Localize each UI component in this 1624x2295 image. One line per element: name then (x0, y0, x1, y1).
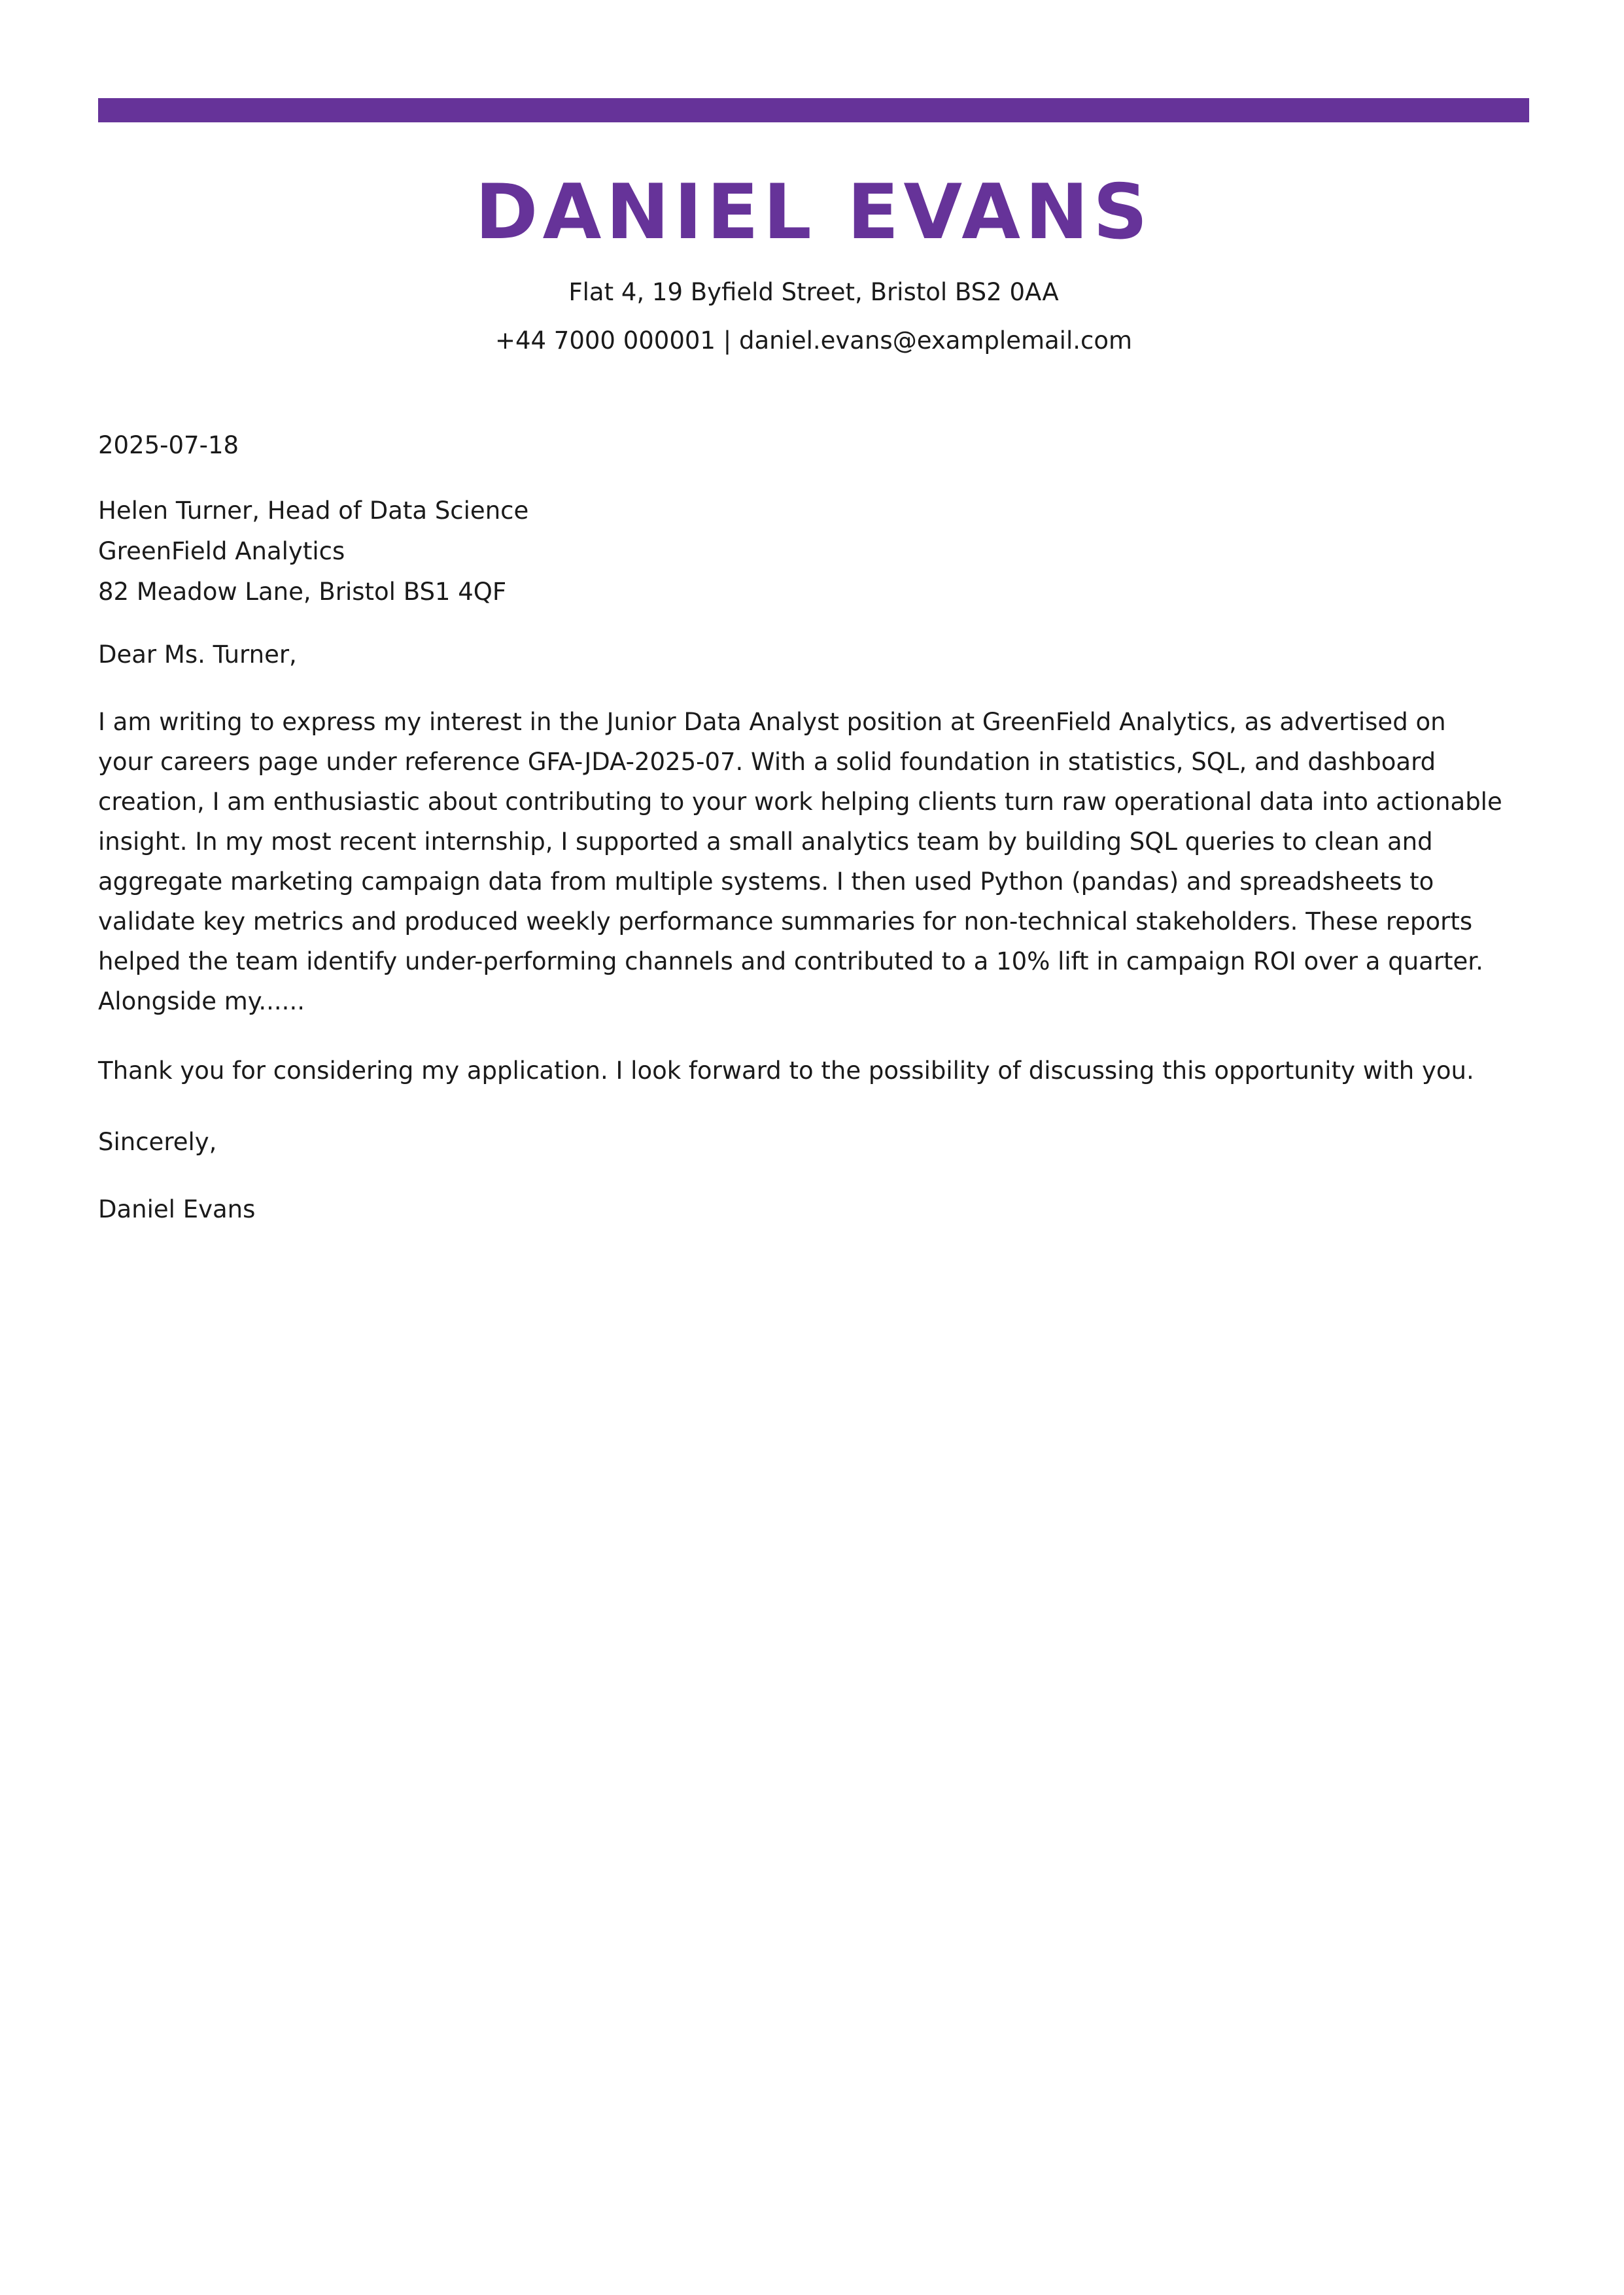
body-line: I am writing to express my interest in the Junior Data Analyst position at GreenField Analytics, as advertised on (98, 708, 1446, 736)
applicant-name: DANIEL EVANS (475, 168, 1152, 256)
sign-off: Sincerely, (98, 1128, 217, 1156)
body-line: aggregate marketing campaign data from multiple systems. I then used Python (pandas) and spreadsheets to (98, 867, 1434, 896)
body-paragraph (98, 702, 1529, 1021)
body-line: your careers page under reference GFA-JDA-2025-07. With a solid foundation in statistics, SQL, and dashboard (98, 748, 1436, 776)
recipient-block (98, 491, 1529, 612)
body-line: Alongside my...... (98, 987, 305, 1015)
recipient-name-title: Helen Turner, Head of Data Science (98, 497, 529, 525)
header-accent-bar (98, 98, 1529, 122)
body-line: validate key metrics and produced weekly performance summaries for non-technical stakeholders. These reports (98, 907, 1473, 936)
body-line: creation, I am enthusiastic about contributing to your work helping clients turn raw operational data into actionable (98, 788, 1502, 816)
salutation: Dear Ms. Turner, (98, 640, 297, 669)
applicant-contact: +44 7000 000001 | daniel.evans@examplemail.com (494, 326, 1133, 355)
body-line: insight. In my most recent internship, I supported a small analytics team by building SQL queries to clean and (98, 828, 1433, 856)
letter-date: 2025-07-18 (98, 431, 239, 459)
body-line: helped the team identify under-performing channels and contributed to a 10% lift in campaign ROI over a quarter. (98, 947, 1483, 975)
signature-name: Daniel Evans (98, 1195, 256, 1223)
letter-body (98, 425, 1529, 1229)
closing-paragraph: Thank you for considering my application. I look forward to the possibility of discussing this opportunity with you. (98, 1057, 1474, 1085)
applicant-address: Flat 4, 19 Byfield Street, Bristol BS2 0AA (568, 278, 1059, 306)
recipient-company: GreenField Analytics (98, 537, 345, 565)
recipient-address: 82 Meadow Lane, Bristol BS1 4QF (98, 578, 507, 606)
letter-header (98, 157, 1529, 365)
